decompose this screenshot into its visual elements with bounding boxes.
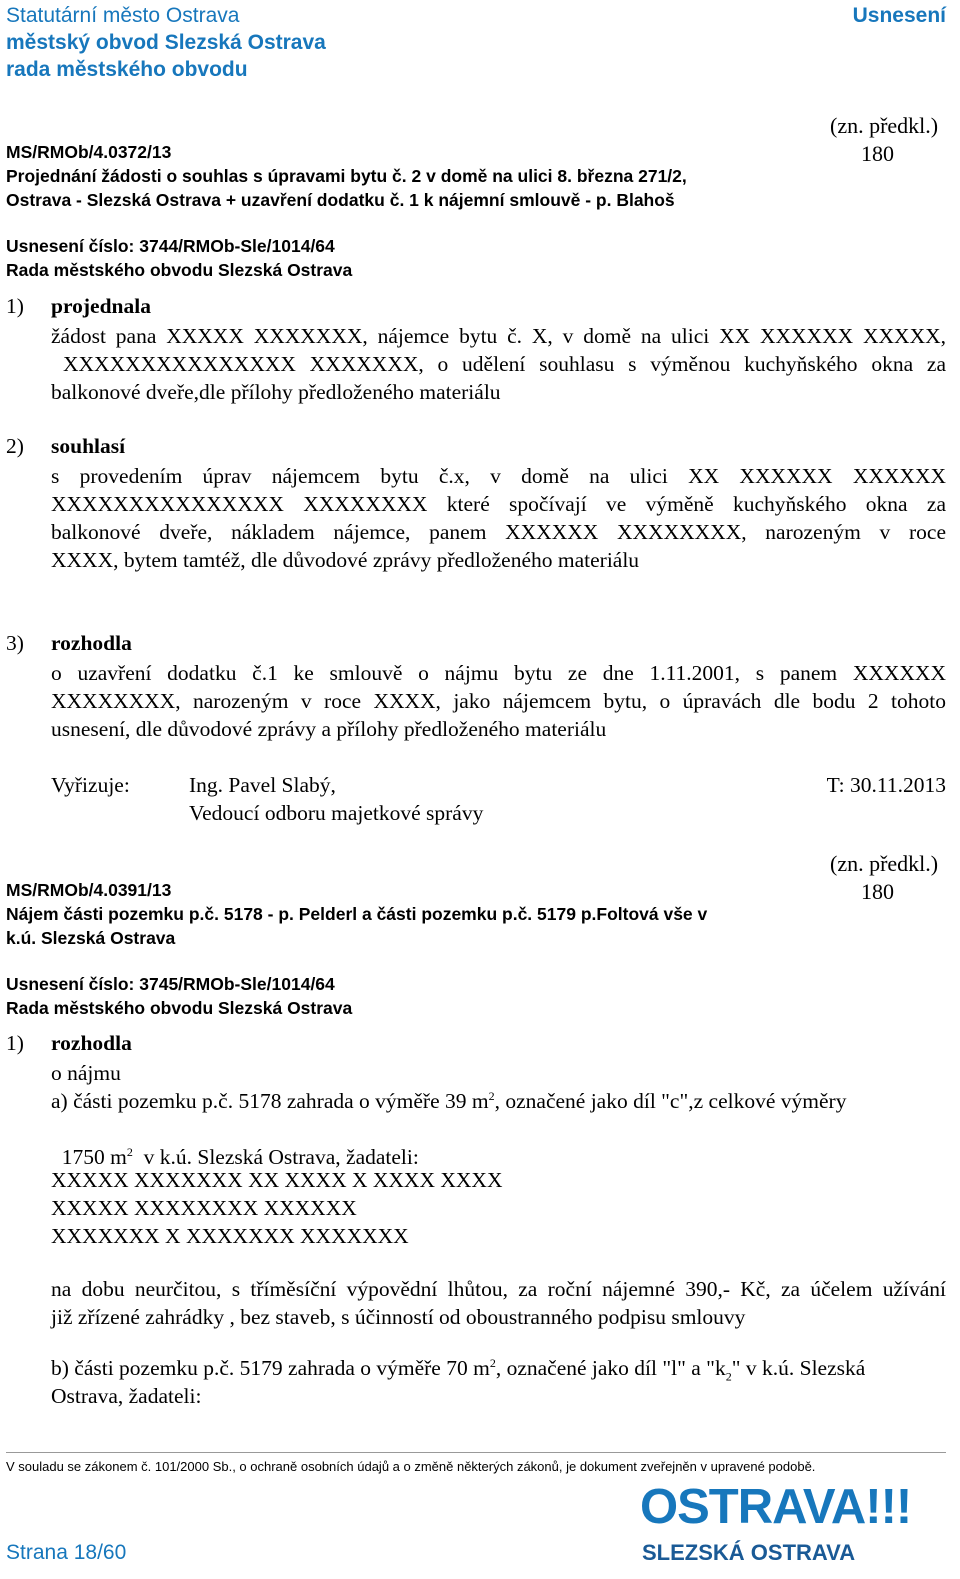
applicant-line: XXXXXXX X XXXXXXX XXXXXXX — [51, 1224, 409, 1248]
point-text-line: balkonové dveře, nákladem nájemce, panem XXXXXX XXXXXXXX, narozeným v roce — [51, 520, 946, 544]
point-text-line: XXXXXXXXXXXXXXX XXXXXXXX které spočívají ve výměně kuchyňského okna za — [51, 492, 946, 516]
point-number: 3) — [6, 631, 24, 655]
item-title-line: k.ú. Slezská Ostrava — [6, 928, 176, 948]
zn-predkl-label: (zn. předkl.) — [830, 851, 939, 876]
zn-predkl-value: 180 — [861, 879, 894, 904]
handler-role: Vedoucí odboru majetkové správy — [189, 801, 484, 825]
document-type: Usnesení — [852, 4, 946, 27]
resolution-number: Usnesení číslo: 3745/RMOb-Sle/1014/64 — [6, 974, 335, 994]
parcel-b-line: Ostrava, žadateli: — [51, 1384, 202, 1408]
district-name: městský obvod Slezská Ostrava — [6, 31, 326, 54]
parcel-a-line: 1750 $m^2$ v k.ú. Slezská Ostrava, žadateli: — [61, 1145, 419, 1170]
parcel-a-line: a) části pozemku p.č. 5178 zahrada o výměře 39 $m^2$, označené jako díl "c",z celkové výměry — [51, 1088, 847, 1113]
point-text-line: XXXXXXXX, narozeným v roce XXXX, jako nájemcem bytu, o úpravách dle bodu 2 tohoto — [51, 689, 946, 713]
board-name: Rada městského obvodu Slezská Ostrava — [6, 260, 353, 280]
point-number: 1) — [6, 294, 24, 318]
point-text-line: XXXXXXXXXXXXXXX XXXXXXX, o udělení souhlasu s výměnou kuchyňského okna za — [63, 352, 946, 376]
point-verb: projednala — [51, 294, 151, 318]
zn-predkl-label: (zn. předkl.) — [830, 113, 939, 138]
applicant-line: XXXXX XXXXXXX XX XXXX X XXXX XXXX — [51, 1168, 503, 1192]
handler-label: Vyřizuje: — [51, 773, 130, 797]
zn-predkl-value: 180 — [861, 141, 894, 166]
point-number: 1) — [6, 1031, 24, 1055]
deadline: T: 30.11.2013 — [826, 773, 946, 797]
point-text-line: balkonové dveře,dle přílohy předloženého materiálu — [51, 380, 501, 404]
item-title-line: Ostrava - Slezská Ostrava + uzavření dodatku č. 1 k nájemní smlouvě - p. Blahoš — [6, 190, 675, 210]
point-number: 2) — [6, 434, 24, 458]
resolution-number: Usnesení číslo: 3744/RMOb-Sle/1014/64 — [6, 236, 335, 256]
point-text-line: usnesení, dle důvodové zprávy a přílohy předloženého materiálu — [51, 717, 607, 741]
point-text-line: žádost pana XXXXX XXXXXXX, nájemce bytu č. X, v domě na ulici XX XXXXXX XXXXX, — [51, 324, 946, 348]
page-number: Strana 18/60 — [6, 1541, 127, 1564]
item-code: MS/RMOb/4.0372/13 — [6, 142, 172, 162]
point-text-line: XXXX, bytem tamtéž, dle důvodové zprávy předloženého materiálu — [51, 548, 640, 572]
lease-terms-line: na dobu neurčitou, s tříměsíční výpovědní lhůtou, za roční nájemné 390,- Kč, za účelem užívání — [51, 1277, 946, 1301]
item-title-line: Nájem části pozemku p.č. 5178 - p. Pelderl a části pozemku p.č. 5179 p.Foltová vše v — [6, 904, 708, 924]
footer-divider — [6, 1452, 946, 1453]
parcel-b-line: b) části pozemku p.č. 5179 zahrada o výměře 70 $m^2$, označené jako díl "l" a "$k_2$" v k.ú. Slezská — [51, 1355, 866, 1384]
point-verb: souhlasí — [51, 434, 126, 458]
privacy-notice: V souladu se zákonem č. 101/2000 Sb., o ochraně osobních údajů a o změně některých zákonů, je dokument zveřejněn v upravené podobě. — [6, 1459, 816, 1474]
point-verb: rozhodla — [51, 631, 132, 655]
city-name: Statutární město Ostrava — [6, 4, 240, 27]
ostrava-logo: OSTRAVA!!! — [640, 1480, 912, 1534]
handler-name: Ing. Pavel Slabý, — [189, 773, 336, 797]
item-code: MS/RMOb/4.0391/13 — [6, 880, 172, 900]
item-title-line: Projednání žádosti o souhlas s úpravami bytu č. 2 v domě na ulici 8. března 271/2, — [6, 166, 687, 186]
applicant-line: XXXXX XXXXXXXX XXXXXX — [51, 1196, 357, 1220]
slezska-ostrava-logo: SLEZSKÁ OSTRAVA — [642, 1540, 856, 1565]
point-text-line: s provedením úprav nájemcem bytu č.x, v domě na ulici XX XXXXXX XXXXXX — [51, 464, 946, 488]
point-text-line: o uzavření dodatku č.1 ke smlouvě o nájmu bytu ze dne 1.11.2001, s panem XXXXXX — [51, 661, 946, 685]
lease-terms-line: již zřízené zahrádky , bez staveb, s účinností od oboustranného podpisu smlouvy — [51, 1305, 746, 1329]
point-subheading: o nájmu — [51, 1061, 121, 1085]
point-verb: rozhodla — [51, 1031, 132, 1055]
board-name: Rada městského obvodu Slezská Ostrava — [6, 998, 353, 1018]
council-name: rada městského obvodu — [6, 58, 248, 81]
